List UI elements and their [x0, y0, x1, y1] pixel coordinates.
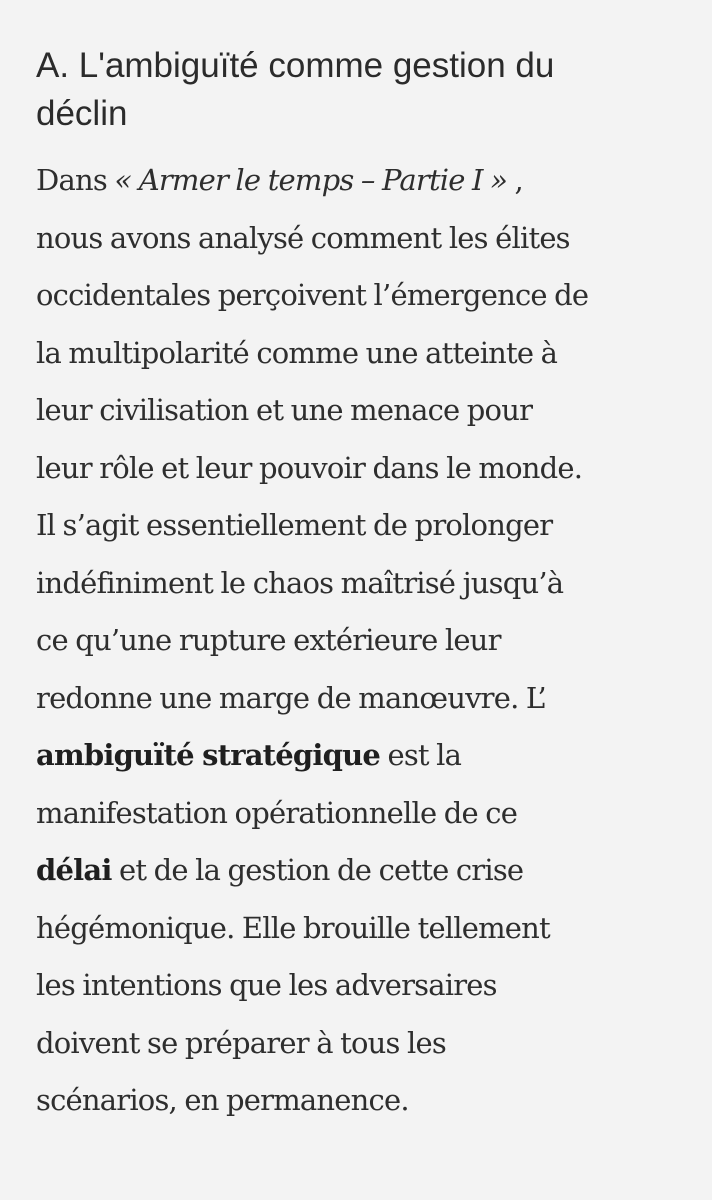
- paragraph-line: manifestation opérationnelle de ce: [36, 795, 518, 830]
- line-text: est la: [380, 738, 462, 772]
- paragraph-line: leur rôle et leur pouvoir dans le monde.: [36, 450, 583, 485]
- paragraph-line: [36, 152, 686, 210]
- paragraph-line: scénarios, en permanence.: [36, 1083, 409, 1117]
- paragraph-line: redonne une marge de manœuvre. L’: [36, 680, 546, 715]
- paragraph-line: les intentions que les adversaires: [36, 968, 497, 1002]
- article-section: [36, 42, 686, 1130]
- paragraph-line: [36, 727, 686, 785]
- line-text: et de la gestion de cette crise: [111, 853, 524, 887]
- paragraph-line: Il s’agit essentiellement de prolonger: [36, 508, 553, 542]
- paragraph-line: [36, 842, 686, 900]
- body-paragraph: [36, 152, 686, 1130]
- paragraph-line: doivent se préparer à tous les: [36, 1025, 446, 1060]
- line-text: ,: [507, 163, 523, 197]
- paragraph-line: la multipolarité comme une atteinte à: [36, 335, 558, 370]
- paragraph-line: hégémonique. Elle brouille tellement: [36, 910, 550, 945]
- paragraph-line: occidentales perçoivent l’émergence de: [36, 278, 589, 312]
- bold-term: délai: [36, 853, 112, 887]
- paragraph-line: indéfiniment le chaos maîtrisé jusqu’à: [36, 565, 564, 600]
- bold-term: ambiguïté stratégique: [36, 738, 381, 772]
- article-title-reference: « Armer le temps – Partie I »: [114, 163, 508, 197]
- section-heading-line: déclin: [36, 94, 128, 133]
- section-heading: [36, 42, 686, 138]
- section-heading-line: A. L'ambiguïté comme gestion du: [36, 46, 555, 85]
- paragraph-line: leur civilisation et une menace pour: [36, 393, 533, 427]
- line-text: Dans: [36, 163, 115, 197]
- paragraph-line: nous avons analysé comment les élites: [36, 220, 570, 255]
- paragraph-line: ce qu’une rupture extérieure leur: [36, 623, 501, 657]
